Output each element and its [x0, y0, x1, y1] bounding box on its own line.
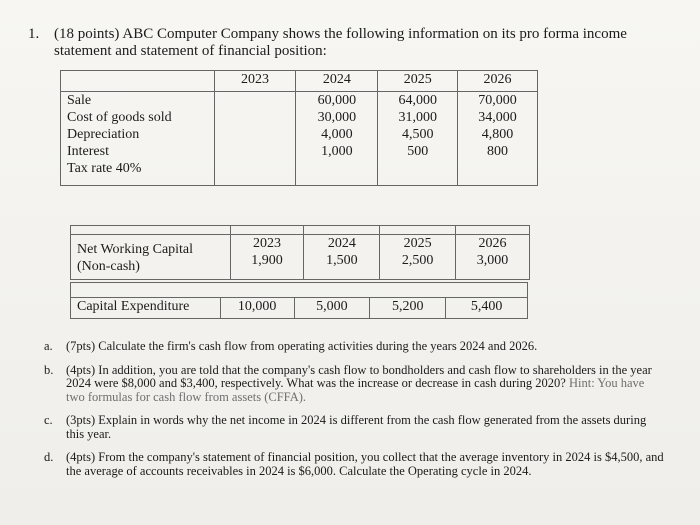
question-text-line2: statement and statement of financial position:	[54, 43, 327, 59]
nwc-2023-cell	[230, 235, 304, 280]
sub-question-points: (4pts)	[66, 362, 96, 377]
capex-2026-cell	[446, 298, 528, 319]
value-2025-sale: 64,000	[398, 93, 437, 108]
value-2026-cogs: 34,000	[478, 110, 517, 125]
nwc-label-cell	[71, 235, 231, 280]
sub-question-letter: c.	[44, 413, 53, 427]
nwc-label-line1: Net Working Capital	[77, 242, 194, 257]
capex-value-2024: 5,000	[316, 299, 348, 314]
column-2023-cell	[214, 92, 296, 186]
capital-expenditure-table	[70, 282, 528, 319]
header-year-2023: 2023	[214, 71, 296, 92]
value-2024-cogs: 30,000	[317, 110, 357, 125]
header-year-2026: 2026	[458, 71, 538, 92]
question-points: (18 points)	[54, 26, 120, 42]
nwc-label-line2: (Non-cash)	[77, 259, 140, 274]
sub-questions	[44, 340, 664, 488]
question-heading	[28, 26, 688, 60]
sub-question-points: (7pts)	[66, 339, 96, 353]
nwc-year-2025: 2025	[403, 236, 432, 251]
capex-header-spacer	[71, 283, 528, 298]
capex-2025-cell	[370, 298, 446, 319]
sub-question-text: Calculate the firm's cash flow from operating activities during the years 2024 and 2026.	[98, 339, 538, 353]
income-statement-table	[60, 70, 538, 186]
nwc-year-2023: 2023	[252, 236, 281, 251]
value-2024-interest: 1,000	[321, 144, 353, 159]
value-2026-depreciation: 4,800	[481, 127, 514, 142]
header-label-cell	[61, 71, 215, 92]
sub-question-a	[44, 340, 664, 354]
nwc-year-2024: 2024	[327, 236, 356, 251]
sub-question-b	[44, 364, 664, 405]
nwc-header-spacer	[380, 226, 456, 235]
column-2025-cell	[378, 92, 458, 186]
question-number: 1.	[28, 26, 40, 42]
nwc-header-spacer	[456, 226, 530, 235]
sub-question-text: From the company's statement of financial position, you collect that the average inventory in 2024 is $4,500, and the average of accounts receivables in 2024 is $6,000. Calculate the Operating cycle in 2024.	[66, 450, 664, 478]
nwc-2025-cell	[380, 235, 456, 280]
net-working-capital-table	[70, 225, 530, 280]
capex-2023-cell	[220, 298, 294, 319]
header-year-2024: 2024	[296, 71, 378, 92]
row-label-sale: Sale	[67, 93, 92, 108]
question-text-line1: ABC Computer Company shows the following information on its pro forma income	[122, 26, 627, 42]
sub-question-c	[44, 414, 664, 441]
nwc-value-2024: 1,500	[326, 253, 358, 268]
sub-question-d	[44, 451, 664, 478]
capex-label-cell	[71, 298, 221, 319]
row-label-depreciation: Depreciation	[67, 127, 140, 142]
sub-question-points: (4pts)	[66, 450, 96, 464]
row-label-interest: Interest	[67, 144, 109, 159]
column-2024-cell	[296, 92, 378, 186]
value-2024-sale: 60,000	[317, 93, 357, 108]
row-label-tax-rate: Tax rate 40%	[67, 161, 142, 176]
sub-question-text: In addition, you are told that the company's cash flow to bondholders and cash flow to shareholders in the year 2024 were $8,000 and $3,400, respectively. What was the increase or decrease in cash during 2020?	[66, 362, 652, 390]
sub-question-letter: a.	[44, 339, 53, 353]
value-2024-depreciation: 4,000	[321, 127, 353, 142]
row-labels-cell	[61, 92, 215, 186]
nwc-value-2025: 2,500	[401, 253, 434, 268]
nwc-value-2023: 1,900	[251, 253, 283, 268]
value-2025-cogs: 31,000	[398, 110, 437, 125]
value-2026-sale: 70,000	[478, 93, 517, 108]
sub-question-points: (3pts)	[66, 413, 96, 427]
value-2026-interest: 800	[487, 144, 509, 159]
capex-2024-cell	[294, 298, 370, 319]
capex-label: Capital Expenditure	[77, 299, 190, 314]
value-2025-interest: 500	[407, 144, 429, 159]
row-label-cogs: Cost of goods sold	[67, 110, 172, 125]
sub-question-letter: d.	[44, 450, 54, 464]
column-2026-cell	[458, 92, 538, 186]
sub-question-letter: b.	[44, 362, 54, 377]
sub-question-hint: Hint: You have two formulas for cash flow from assets (CFFA).	[66, 376, 645, 404]
header-year-2025: 2025	[378, 71, 458, 92]
nwc-year-2026: 2026	[478, 236, 507, 251]
sub-question-text: Explain in words why the net income in 2024 is different from the cash flow generated from the assets during this year.	[66, 413, 647, 441]
capex-value-2025: 5,200	[392, 299, 424, 314]
nwc-header-spacer	[230, 226, 304, 235]
nwc-value-2026: 3,000	[476, 253, 509, 268]
nwc-header-spacer	[304, 226, 380, 235]
capex-value-2023: 10,000	[237, 299, 277, 314]
capex-value-2026: 5,400	[470, 299, 503, 314]
value-2025-depreciation: 4,500	[401, 127, 434, 142]
nwc-header-spacer	[71, 226, 231, 235]
nwc-2024-cell	[304, 235, 380, 280]
nwc-2026-cell	[456, 235, 530, 280]
